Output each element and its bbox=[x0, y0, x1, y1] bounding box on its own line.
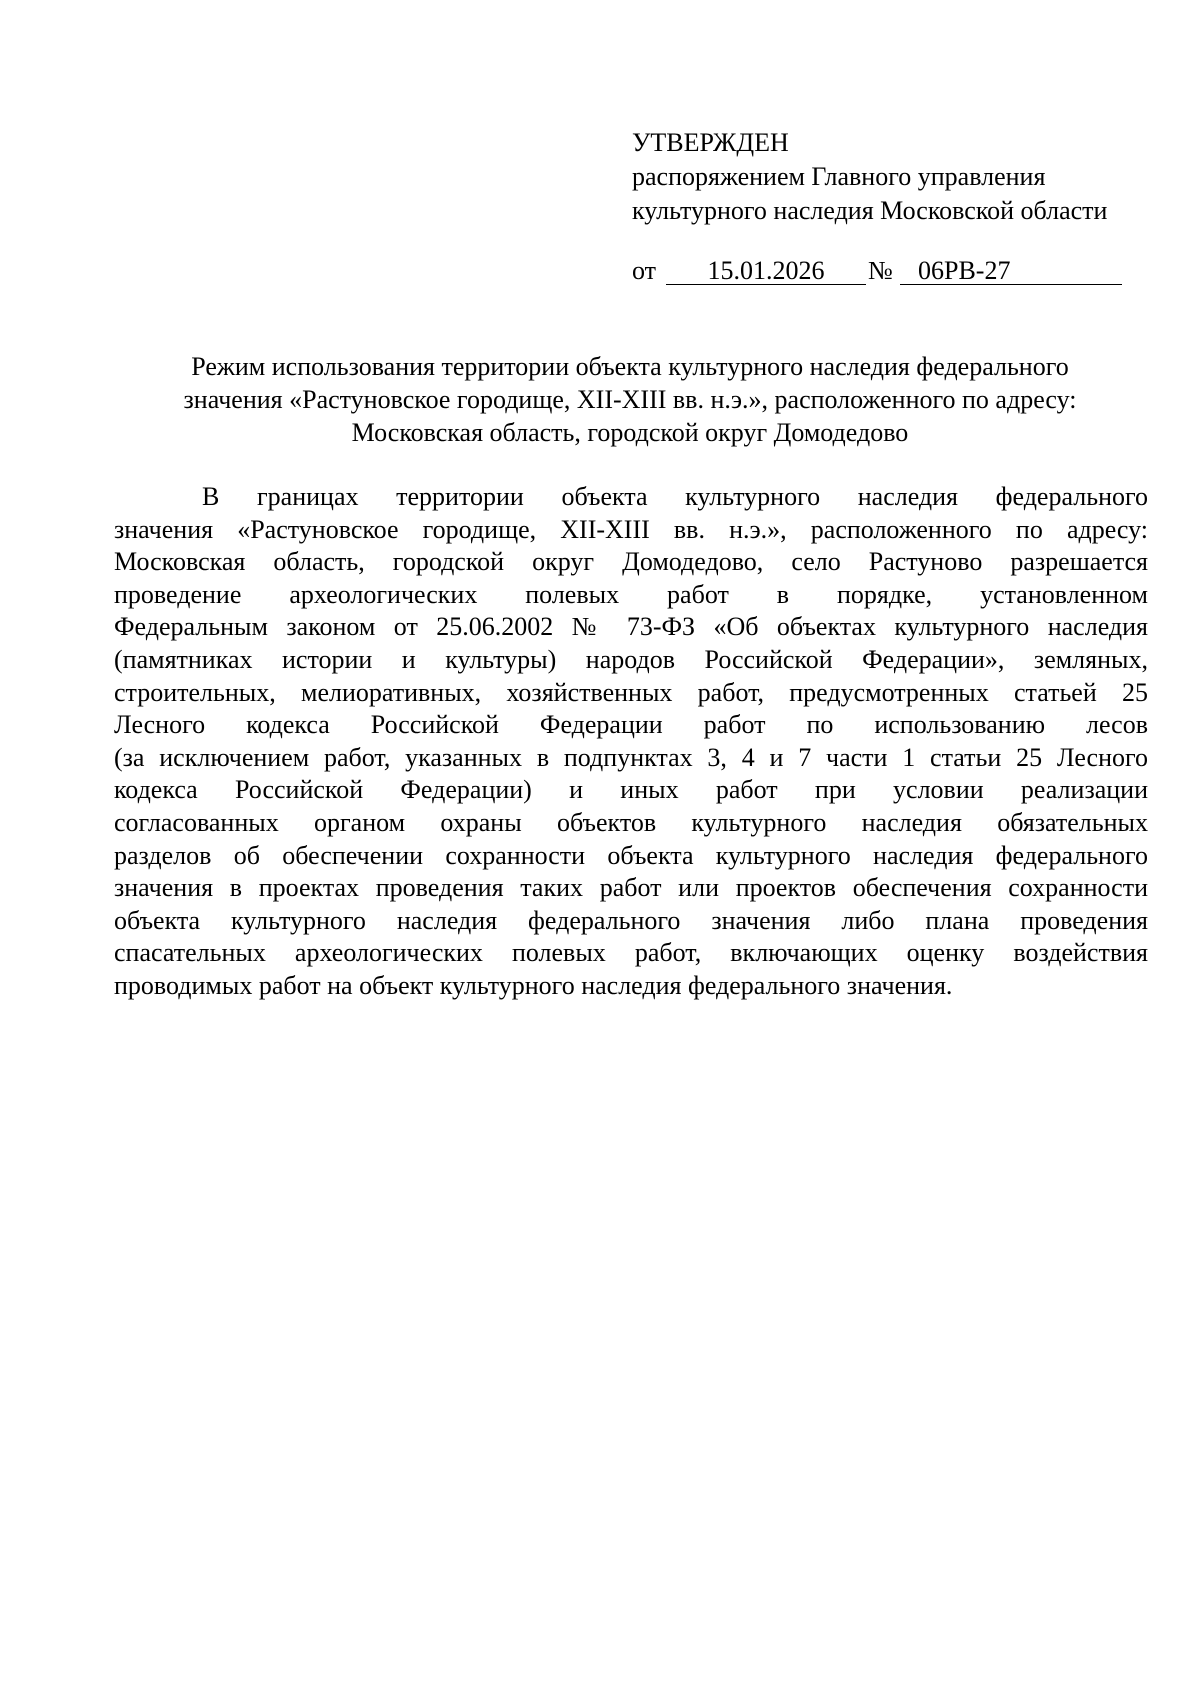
date-field: 15.01.2026 bbox=[666, 254, 866, 285]
document-body bbox=[114, 481, 1148, 1003]
body-line: разделов об обеспечении сохранности объекта культурного наследия федерального bbox=[114, 840, 1148, 870]
body-line: объекта культурного наследия федерального значения либо плана проведения bbox=[114, 905, 1148, 935]
body-line: В границах территории объекта культурного наследия федерального bbox=[202, 482, 1148, 511]
body-line: проведение археологических полевых работ в порядке, установленном bbox=[114, 579, 1148, 609]
body-line: значения в проектах проведения таких работ или проектов обеспечения сохранности bbox=[114, 873, 1148, 903]
body-line: кодекса Российской Федерации) и иных работ при условии реализации bbox=[114, 775, 1148, 805]
body-line: Федеральным законом от 25.06.2002 № 73-ФЗ «Об объектах культурного наследия bbox=[114, 612, 1148, 642]
body-line: Московская область, городской округ Домодедово, село Растуново разрешается bbox=[114, 547, 1148, 577]
approval-line-2: культурного наследия Московской области bbox=[632, 196, 1108, 225]
date-number-line bbox=[632, 254, 1122, 288]
body-line: согласованных органом охраны объектов культурного наследия обязательных bbox=[114, 807, 1148, 837]
body-line: Лесного кодекса Российской Федерации работ по использованию лесов bbox=[114, 710, 1148, 740]
body-line: (за исключением работ, указанных в подпунктах 3, 4 и 7 части 1 статьи 25 Лесного bbox=[114, 742, 1148, 772]
number-value: 06РВ-27 bbox=[918, 256, 1011, 285]
body-line: значения «Растуновское городище, XII-XIII вв. н.э.», расположенного по адресу: bbox=[114, 514, 1148, 544]
approval-block bbox=[632, 126, 1152, 228]
approval-line-1: распоряжением Главного управления bbox=[632, 162, 1046, 191]
body-line: проводимых работ на объект культурного наследия федерального значения. bbox=[114, 970, 953, 1000]
title-line: Режим использования территории объекта культурного наследия федерального bbox=[191, 352, 1069, 381]
number-field bbox=[900, 254, 1122, 285]
date-from-label: от bbox=[632, 256, 657, 285]
number-label: № bbox=[868, 256, 893, 285]
approval-heading: УТВЕРЖДЕН bbox=[632, 128, 789, 157]
title-line: Московская область, городской округ Домодедово bbox=[351, 418, 909, 447]
document-title bbox=[110, 350, 1150, 449]
title-line: значения «Растуновское городище, XII-XIII вв. н.э.», расположенного по адресу: bbox=[183, 385, 1077, 414]
body-line: (памятниках истории и культуры) народов Российской Федерации», земляных, bbox=[114, 644, 1148, 674]
body-line: спасательных археологических полевых работ, включающих оценку воздействия bbox=[114, 938, 1148, 968]
body-line: строительных, мелиоративных, хозяйственных работ, предусмотренных статьей 25 bbox=[114, 677, 1148, 707]
